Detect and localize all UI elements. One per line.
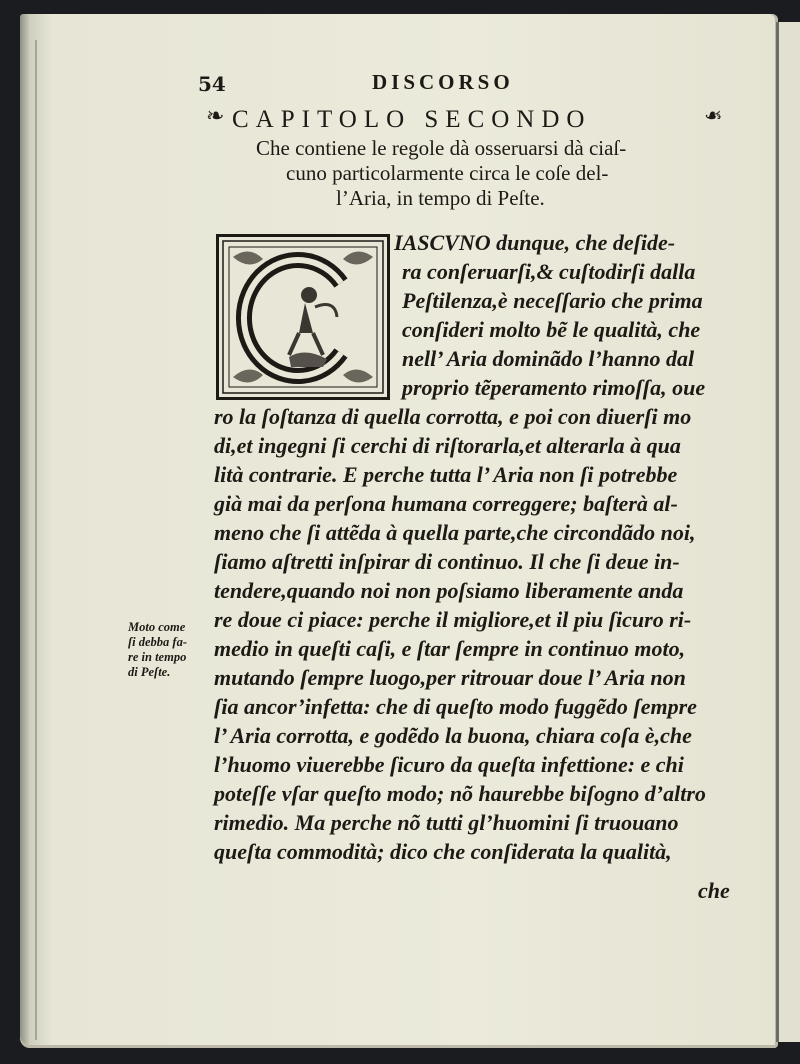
body-line: medio in queſti caſi, e ſtar ſempre in continuo moto, <box>214 636 686 661</box>
subtitle-line-3: l’Aria, in tempo di Peſte. <box>336 186 545 210</box>
body-line: ſia ancor’infetta: che di queſto modo fuggẽdo ſempre <box>214 694 697 719</box>
subtitle-line-1: Che contiene le regole dà osseruarsi dà ciaſ- <box>256 136 627 160</box>
margin-note-line: di Peſte. <box>128 665 171 679</box>
page-number: 54 <box>198 72 226 96</box>
body-line: ra conſeruarſi,& cuſtodirſi dalla <box>402 259 696 284</box>
chapter-title: CAPITOLO SECONDO <box>232 106 592 133</box>
margin-note-line: Moto come <box>128 620 186 634</box>
adjacent-page-edge <box>776 22 800 1042</box>
body-line: ro la ſoſtanza di quella corrotta, e poi con diuerſi mo <box>214 404 692 429</box>
margin-note-line: re in tempo <box>128 650 187 664</box>
decorated-initial-C-icon <box>216 234 390 400</box>
fleuron-icon-left: ❧ <box>206 104 225 129</box>
body-line: queſta commodità; dico che conſiderata la qualità, <box>214 839 672 864</box>
margin-note-line: ſi debba fa- <box>128 635 188 649</box>
body-line: re doue ci piace: perche il migliore,et il piu ſicuro ri- <box>214 607 692 632</box>
body-line: l’huomo viuerebbe ſicuro da queſta infettione: e chi <box>214 752 684 777</box>
fleuron-icon-right: ❧ <box>704 104 723 129</box>
body-line: già mai da perſona humana correggere; baſterà al- <box>214 491 678 516</box>
body-line: Peſtilenza,è neceſſario che prima <box>402 288 703 313</box>
body-line: IASCVNO dunque, che deſide- <box>394 230 676 255</box>
body-line: l’ Aria corrotta, e godẽdo la buona, chiara coſa è,che <box>214 723 692 748</box>
body-line: di,et ingegni ſi cerchi di riſtorarla,et alterarla à qua <box>214 433 681 458</box>
body-line: mutando ſempre luogo,per ritrouar doue l’ Aria non <box>214 665 686 690</box>
body-line: lità contrarie. E perche tutta l’ Aria non ſi potrebbe <box>214 462 678 487</box>
body-line: conſideri molto bẽ le qualità, che <box>402 317 701 342</box>
page-edge-shadow <box>35 40 37 1040</box>
body-line: poteſſe vſar queſto modo; nõ haurebbe biſogno d’altro <box>214 781 706 806</box>
body-line: ſiamo aſtretti inſpirar di continuo. Il che ſi deue in- <box>214 549 680 574</box>
body-line: tendere,quando noi non poſsiamo liberamente anda <box>214 578 684 603</box>
body-line: meno che ſi attẽda à quella parte,che circondãdo noi, <box>214 520 696 545</box>
catchword: che <box>698 878 730 903</box>
body-line: rimedio. Ma perche nõ tutti gl’huomini ſi truouano <box>214 810 679 835</box>
body-line: proprio tẽperamento rimoſſa, oue <box>402 375 706 400</box>
subtitle-line-2: cuno particolarmente circa le coſe del- <box>286 161 609 185</box>
running-title: DISCORSO <box>372 70 514 94</box>
body-line: nell’ Aria dominãdo l’hanno dal <box>402 346 695 371</box>
